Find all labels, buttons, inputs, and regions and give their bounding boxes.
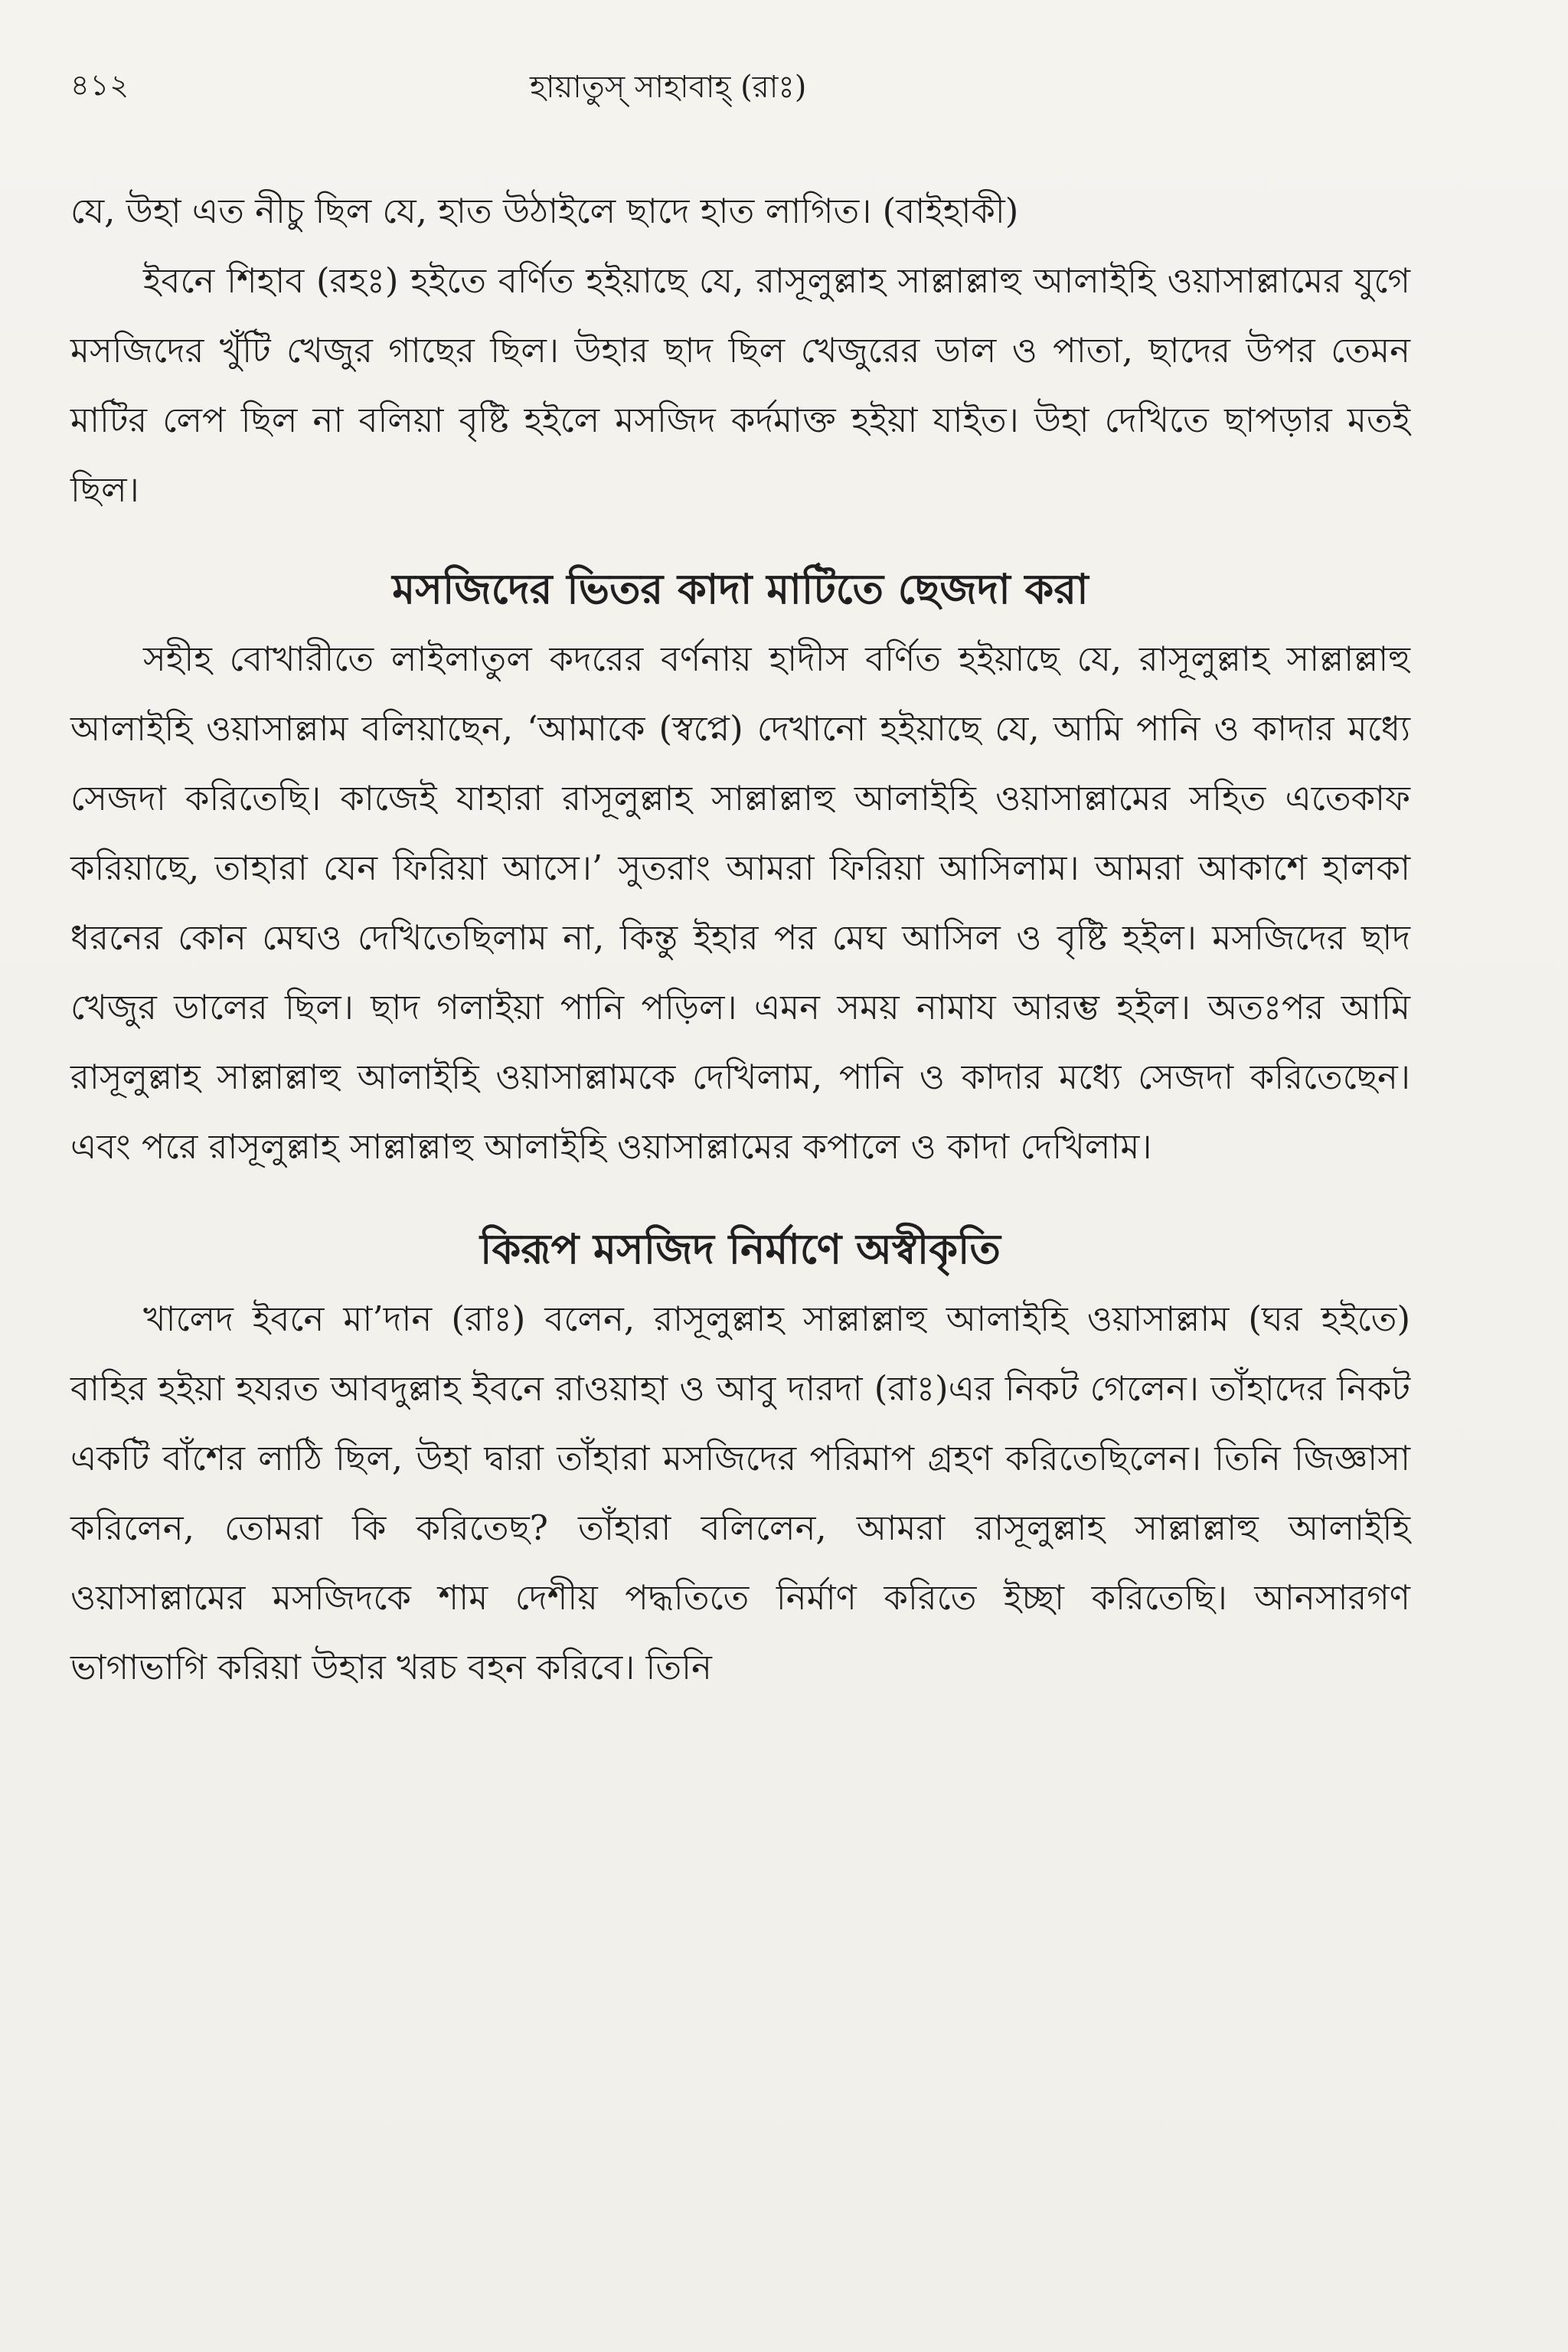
section-heading-2: কিরূপ মসজিদ নির্মাণে অস্বীকৃতি <box>480 1224 1001 1273</box>
page-header <box>70 55 1403 124</box>
section-heading-1: মসজিদের ভিতর কাদা মাটিতে ছেজদা করা <box>392 564 1089 613</box>
running-title: হায়াতুস্ সাহাবাহ্ (রাঃ) <box>530 70 807 105</box>
section-gap <box>70 1181 1410 1214</box>
paragraph-2: ইবনে শিহাব (রহঃ) হইতে বর্ণিত হইয়াছে যে, রাসূলুল্লাহ সাল্লাল্লাহু আলাইহি ওয়াসাল্লামের যুগে মসজিদের খুঁটি খেজুর গাছের ছিল। উহার ছাদ ছিল খেজুরের ডাল ও পাতা, ছাদের উপর তেমন মাটির লেপ ছিল না বলিয়া বৃষ্টি হইলে মসজিদ কর্দমাক্ত হইয়া যাইত। উহা দেখিতে ছাপড়ার মতই ছিল। <box>70 260 1410 510</box>
page-number: ৪১২ <box>70 68 130 102</box>
section-gap <box>70 524 1410 554</box>
paragraph-3: সহীহ বোখারীতে লাইলাতুল কদরের বর্ণনায় হাদীস বর্ণিত হইয়াছে যে, রাসূলুল্লাহ সাল্লাল্লাহু আলাইহি ওয়াসাল্লাম বলিয়াছেন, ‘আমাকে (স্বপ্নে) দেখানো হইয়াছে যে, আমি পানি ও কাদার মধ্যে সেজদা করিতেছি। কাজেই যাহারা রাসূলুল্লাহ সাল্লাল্লাহু আলাইহি ওয়াসাল্লামের সহিত এতেকাফ করিয়াছে, তাহারা যেন ফিরিয়া আসে।’ সুতরাং আমরা ফিরিয়া আসিলাম। আমরা আকাশে হালকা ধরনের কোন মেঘও দেখিতেছিলাম না, কিন্তু ইহার পর মেঘ আসিল ও বৃষ্টি হইল। মসজিদের ছাদ খেজুর ডালের ছিল। ছাদ গলাইয়া পানি পড়িল। এমন সময় নামায আরম্ভ হইল। অতঃপর আমি রাসূলুল্লাহ সাল্লাল্লাহু আলাইহি ওয়াসাল্লামকে দেখিলাম, পানি ও কাদার মধ্যে সেজদা করিতেছেন। এবং পরে রাসূলুল্লাহ সাল্লাল্লাহু আলাইহি ওয়াসাল্লামের কপালে ও কাদা দেখিলাম। <box>70 639 1410 1167</box>
paragraph-4: খালেদ ইবনে মা’দান (রাঃ) বলেন, রাসূলুল্লাহ সাল্লাল্লাহু আলাইহি ওয়াসাল্লাম (ঘর হইতে) বাহির হইয়া হযরত আবদুল্লাহ ইবনে রাওয়াহা ও আবু দারদা (রাঃ)এর নিকট গেলেন। তাঁহাদের নিকট একটি বাঁশের লাঠি ছিল, উহা দ্বারা তাঁহারা মসজিদের পরিমাপ গ্রহণ করিতেছিলেন। তিনি জিজ্ঞাসা করিলেন, তোমরা কি করিতেছ? তাঁহারা বলিলেন, আমরা রাসূলুল্লাহ সাল্লাল্লাহু আলাইহি ওয়াসাল্লামের মসজিদকে শাম দেশীয় পদ্ধতিতে নির্মাণ করিতে ইচ্ছা করিতেছি। আনসারগণ ভাগাভাগি করিয়া উহার খরচ বহন করিবে। তিনি <box>70 1298 1410 1687</box>
paragraph-1: যে, উহা এত নীচু ছিল যে, হাত উঠাইলে ছাদে হাত লাগিত। (বাইহাকী) <box>70 191 1019 231</box>
page-content <box>70 176 1410 1702</box>
